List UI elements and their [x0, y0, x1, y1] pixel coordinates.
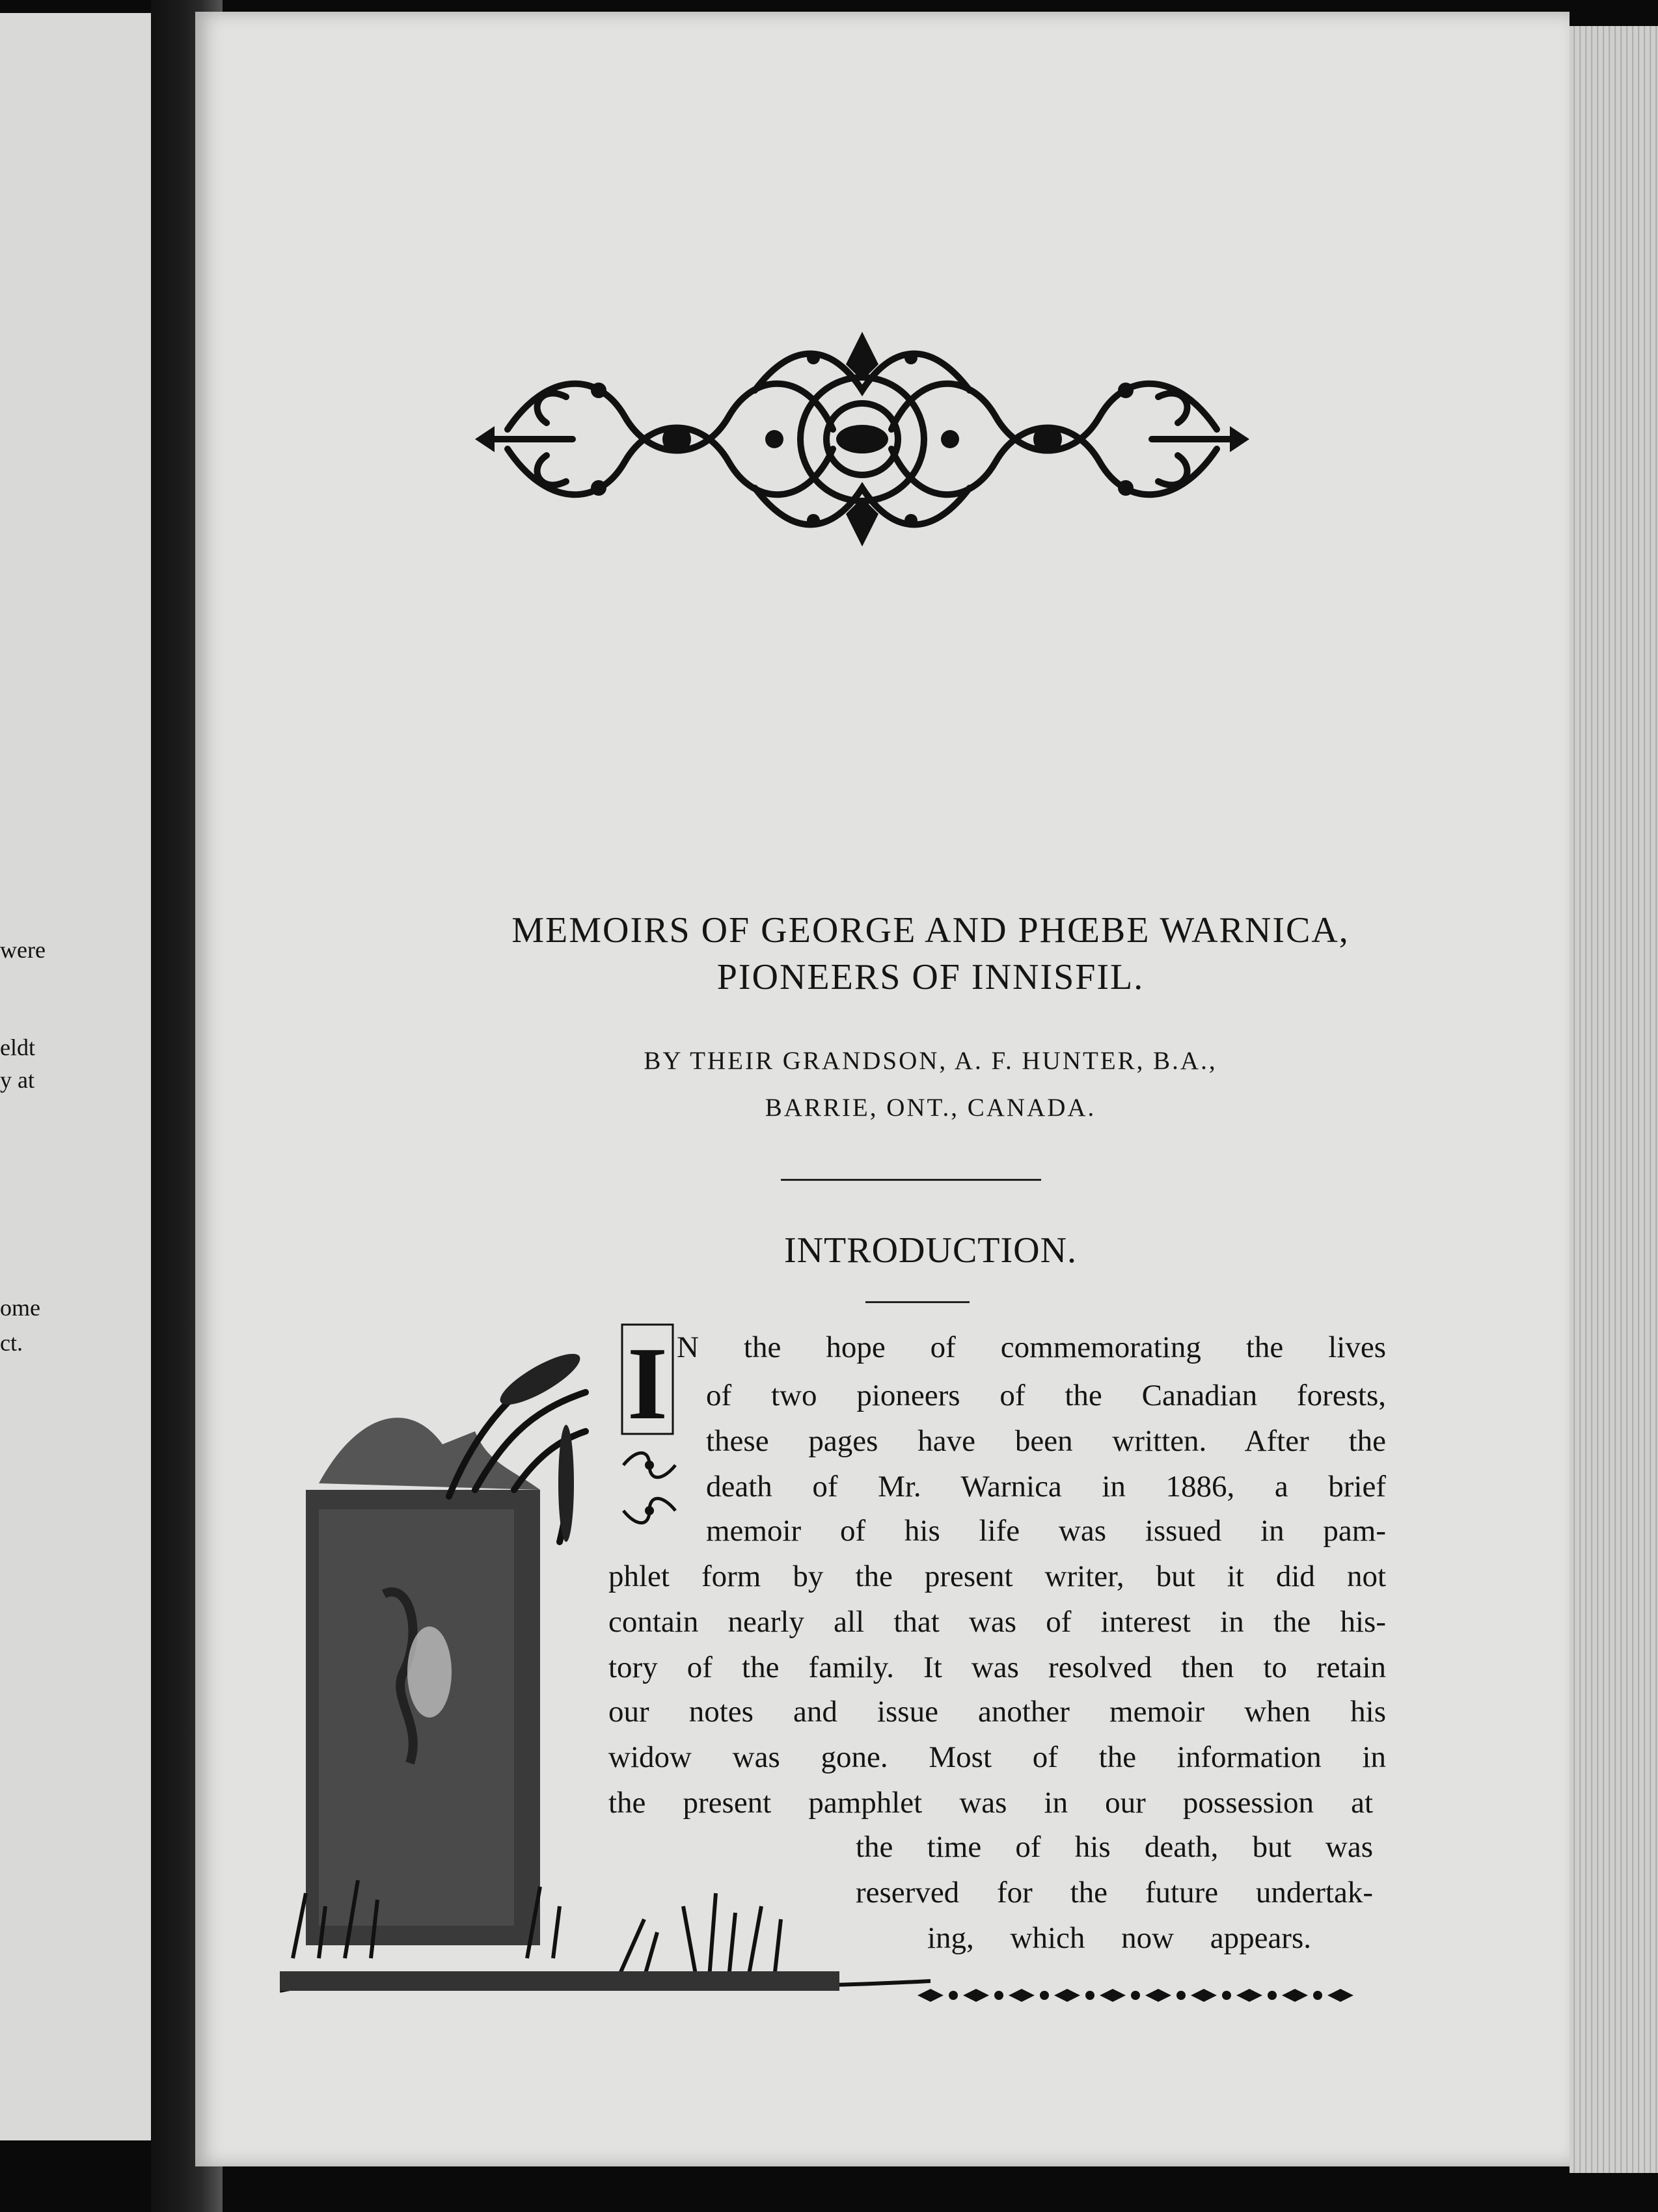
page-title: MEMOIRS OF GEORGE AND PHŒBE WARNICA,: [511, 910, 1350, 951]
left-page-fragment: ome: [0, 1295, 40, 1321]
page-subtitle: PIONEERS OF INNISFIL.: [716, 957, 1145, 997]
heading-underline: [865, 1301, 970, 1303]
body-text-line: the present pamphlet was in our possession at: [608, 1786, 1373, 1820]
body-text-line: our notes and issue another memoir when his: [608, 1695, 1386, 1729]
body-text-line: phlet form by the present writer, but it did not: [608, 1559, 1386, 1593]
body-text-line: these pages have been written. After the: [706, 1424, 1386, 1458]
author-byline: BY THEIR GRANDSON, A. F. HUNTER, B.A.,: [644, 1047, 1217, 1075]
body-text-line: N the hope of commemorating the lives: [677, 1330, 1386, 1364]
body-text-line: memoir of his life was issued in pam-: [706, 1514, 1386, 1548]
flourish-ornament-icon: [617, 1446, 682, 1485]
divider-rule: [781, 1179, 1041, 1181]
left-page-fragment: were: [0, 937, 46, 963]
body-text-line: of two pioneers of the Canadian forests,: [706, 1379, 1386, 1412]
author-location: BARRIE, ONT., CANADA.: [765, 1094, 1096, 1122]
body-text-line: reserved for the future undertak-: [856, 1876, 1373, 1909]
body-text-line: widow was gone. Most of the information in: [608, 1740, 1386, 1774]
body-text-line: tory of the family. It was resolved then to retain: [608, 1651, 1386, 1684]
drop-cap-letter: [618, 1321, 677, 1438]
left-page-fragment: ct.: [0, 1330, 23, 1356]
section-heading: INTRODUCTION.: [783, 1230, 1078, 1271]
decorative-border-icon: [917, 1986, 1353, 2005]
left-page-fragment: y at: [0, 1067, 34, 1093]
flourish-ornament-icon: [617, 1491, 682, 1530]
body-text-line: the time of his death, but was: [856, 1830, 1373, 1864]
left-page-fragment: eldt: [0, 1034, 35, 1060]
body-text-line: contain nearly all that was of interest in the his-: [608, 1605, 1386, 1639]
drop-cap-text: I: [627, 1325, 668, 1438]
body-text-line: ing, which now appears.: [927, 1921, 1311, 1955]
page-edges: [1570, 26, 1658, 2173]
ornamental-headpiece-icon: [469, 319, 1256, 566]
left-facing-page: [0, 13, 152, 2140]
body-text-line: death of Mr. Warnica in 1886, a brief: [706, 1470, 1386, 1504]
